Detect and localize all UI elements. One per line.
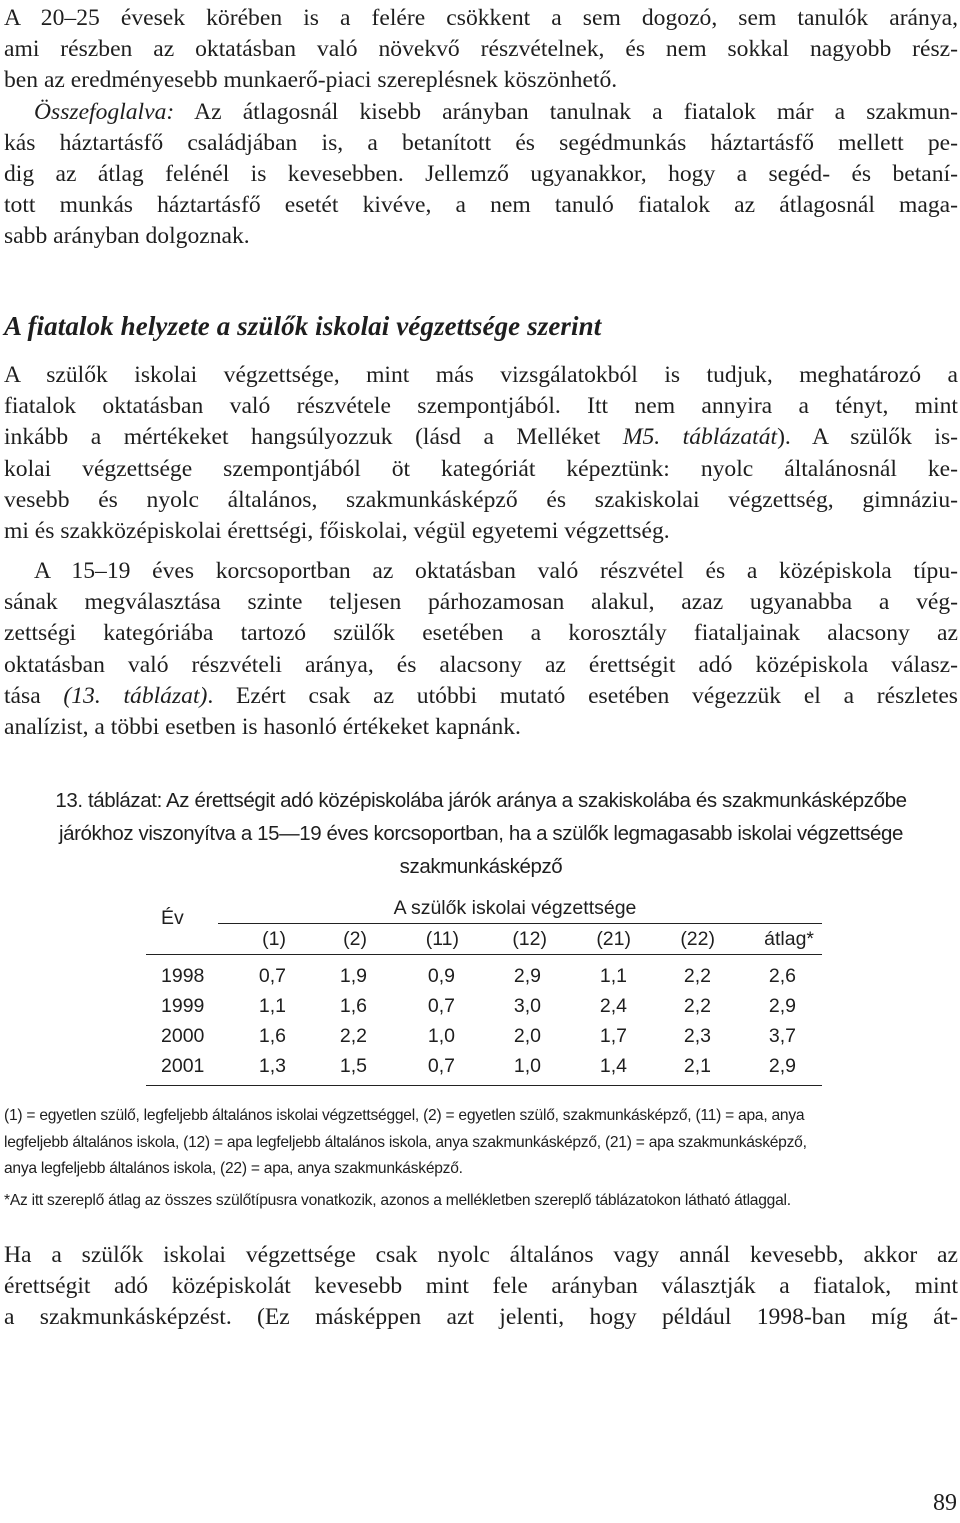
value-cell: 2,2 [683, 994, 711, 1017]
caption-line-1: 13. táblázat: Az érettségit adó középiskolába járók aránya a szakiskolába és szakmunkásképzőbe [55, 789, 907, 812]
para1-line-4-rest: Az átlagosnál kisebb arányban tanulnak a fiatalok már a szakmun- [174, 98, 958, 125]
note-line-3: anya legfeljebb általános iskola, (22) = apa, anya szakmunkásképző. [4, 1160, 463, 1177]
table-row [146, 991, 822, 1021]
value-cell: 1,4 [599, 1054, 627, 1077]
value-cell: 2,1 [683, 1054, 711, 1077]
value-cell: 2,3 [683, 1024, 711, 1047]
note-line-1: (1) = egyetlen szülő, legfeljebb általános iskolai végzettséggel, (2) = egyetlen szülő, szakmunkásképző, (11) = apa, anya [4, 1107, 805, 1124]
year-cell: 1998 [161, 964, 205, 987]
page-number: 89 [933, 1490, 957, 1516]
para2-line-1: A szülők iskolai végzettsége, mint más vizsgálatokból is tudjuk, meghatározó a [4, 362, 958, 388]
value-cell: 2,6 [768, 964, 796, 987]
para3-line-3: zettségi kategóriába tartozó szülők esetében a korosztály fiataljainak alacsony az [4, 620, 958, 647]
para2-line-4: kolai végzettsége szempontjából öt kategóriát képeztünk: nyolc általánosnál ke- [4, 455, 958, 482]
column-header: (11) [425, 927, 459, 950]
value-cell: 1,6 [258, 1024, 286, 1047]
table-13-ref: (13. táblázat) [63, 682, 208, 709]
para2-line-3 [4, 422, 958, 453]
value-cell: 1,7 [599, 1024, 627, 1047]
value-cell: 1,0 [513, 1054, 541, 1077]
para3-line-5 [4, 681, 958, 712]
value-cell: 1,1 [258, 994, 286, 1017]
column-header: (2) [343, 927, 367, 950]
para2-line-3-b: ). A szülők is- [777, 424, 958, 451]
section-heading: A fiatalok helyzete a szülők iskolai végzettsége szerint [4, 311, 602, 341]
year-cell: 1999 [161, 994, 205, 1017]
para2-line-5: vesebb és nyolc általános, szakmunkásképző és szakiskolai végzettség, gimnáziu- [4, 486, 958, 513]
paragraph-3 [4, 556, 958, 743]
value-cell: 3,7 [768, 1024, 796, 1047]
value-cell: 2,4 [599, 994, 627, 1017]
para1-line-2: ami részben az oktatásban való növekvő részvételnek, és nem sokkal nagyobb rész- [4, 36, 958, 63]
table-row [146, 1051, 822, 1086]
value-cell: 2,9 [513, 964, 541, 987]
column-header: (12) [512, 927, 547, 950]
group-header: A szülők iskolai végzettsége [218, 893, 822, 924]
para4-line-3: a szakmunkásképzést. (Ez másképpen azt jelenti, hogy például 1998-ban míg át- [4, 1304, 958, 1331]
year-cell: 2001 [161, 1054, 205, 1077]
caption-line-2: járókhoz viszonyítva a 15—19 éves korcsoportban, ha a szülők legmagasabb iskolai végzettsége [58, 822, 904, 845]
note-line-4: *Az itt szereplő átlag az összes szülőtípusra vonatkozik, azonos a mellékletben szereplő táblázatokon látható átlaggal. [4, 1191, 791, 1209]
para4-line-1: Ha a szülők iskolai végzettsége csak nyolc általános vagy annál kevesebb, akkor az [4, 1242, 958, 1268]
para2-line-2: fiatalok oktatásban való részvétele szempontjából. Itt nem annyira a tényt, mint [4, 393, 958, 420]
value-cell: 1,9 [339, 964, 367, 987]
value-cell: 0,7 [258, 964, 286, 987]
para1-line-7: tott munkás háztartásfő esetét kivéve, a nem tanuló fiatalok az átlagosnál maga- [4, 192, 958, 219]
para1-line-6: dig az átlag felénél is kevesebben. Jellemző ugyanakkor, hogy a segéd- és betaní- [4, 161, 958, 188]
column-header: átlag* [764, 927, 814, 950]
value-cell: 0,9 [427, 964, 455, 987]
value-cell: 3,0 [513, 994, 541, 1017]
value-cell: 1,6 [339, 994, 367, 1017]
table-notes [4, 1103, 960, 1214]
data-table [146, 893, 822, 1086]
value-cell: 0,7 [427, 1054, 455, 1077]
data-table-wrap [146, 893, 826, 1086]
value-cell: 2,2 [339, 1024, 367, 1047]
table-row [146, 1021, 822, 1051]
para3-line-5-a: tása [4, 682, 64, 709]
value-cell: 2,9 [768, 1054, 796, 1077]
value-cell: 1,5 [339, 1054, 367, 1077]
value-cell: 2,0 [513, 1024, 541, 1047]
table-row [146, 955, 822, 992]
para1-line-1: A 20–25 évesek körében is a felére csökkent a sem dogozó, sem tanulók aránya, [4, 5, 958, 31]
para3-line-6: analízist, a többi esetben is hasonló értékeket kapnánk. [4, 714, 521, 741]
table-caption [4, 784, 958, 883]
para3-line-2: sának megválasztása szinte teljesen párhozamosan alakul, azaz ugyanabba a vég- [4, 589, 958, 616]
para1-line-4 [4, 97, 958, 128]
caption-line-3: szakmunkásképző [399, 855, 563, 878]
para2-line-6: mi és szakközépiskolai érettségi, főiskolai, végül egyetemi végzettség. [4, 518, 670, 545]
para3-line-1: A 15–19 éves korcsoportban az oktatásban való részvétel és a középiskola típu- [34, 558, 958, 584]
value-cell: 1,0 [427, 1024, 455, 1047]
para1-line-8: sabb arányban dolgoznak. [4, 223, 250, 250]
para2-line-3-a: inkább a mértékeket hangsúlyozzuk (lásd a Melléket [4, 424, 623, 451]
para1-line-3: ben az eredményesebb munkaerő-piaci szereplésnek köszönhető. [4, 67, 618, 94]
note-line-2: legfeljebb általános iskola, (12) = apa legfeljebb általános iskola, anya szakmunkásképző, (21) = apa szakmunkásképző, [4, 1133, 807, 1151]
value-cell: 2,2 [683, 964, 711, 987]
paragraph-2 [4, 360, 958, 547]
row-header-year: Év [161, 907, 184, 929]
para3-line-5-b: . Ezért csak az utóbbi mutató esetében végezzük el a részletes [207, 682, 958, 709]
para1-line-5: kás háztartásfő családjában is, a betanított és segédmunkás háztartásfő mellett pe- [4, 129, 958, 156]
value-cell: 1,3 [258, 1054, 286, 1077]
column-header: (22) [680, 927, 715, 950]
paragraph-1 [4, 3, 958, 253]
value-cell: 1,1 [599, 964, 627, 987]
summary-label: Összefoglalva: [34, 98, 175, 125]
appendix-table-ref: M5. táblázatát [622, 424, 778, 451]
year-cell: 2000 [161, 1024, 205, 1047]
para4-line-2: érettségit adó középiskolát kevesebb mint fele arányban választják a fiatalok, mint [4, 1273, 958, 1300]
column-header: (1) [262, 927, 286, 950]
value-cell: 2,9 [768, 994, 796, 1017]
paragraph-4 [4, 1240, 958, 1334]
column-header: (21) [596, 927, 631, 950]
para3-line-4: oktatásban való részvételi aránya, és alacsony az érettségit adó középiskola válasz- [4, 651, 958, 678]
value-cell: 0,7 [427, 994, 455, 1017]
